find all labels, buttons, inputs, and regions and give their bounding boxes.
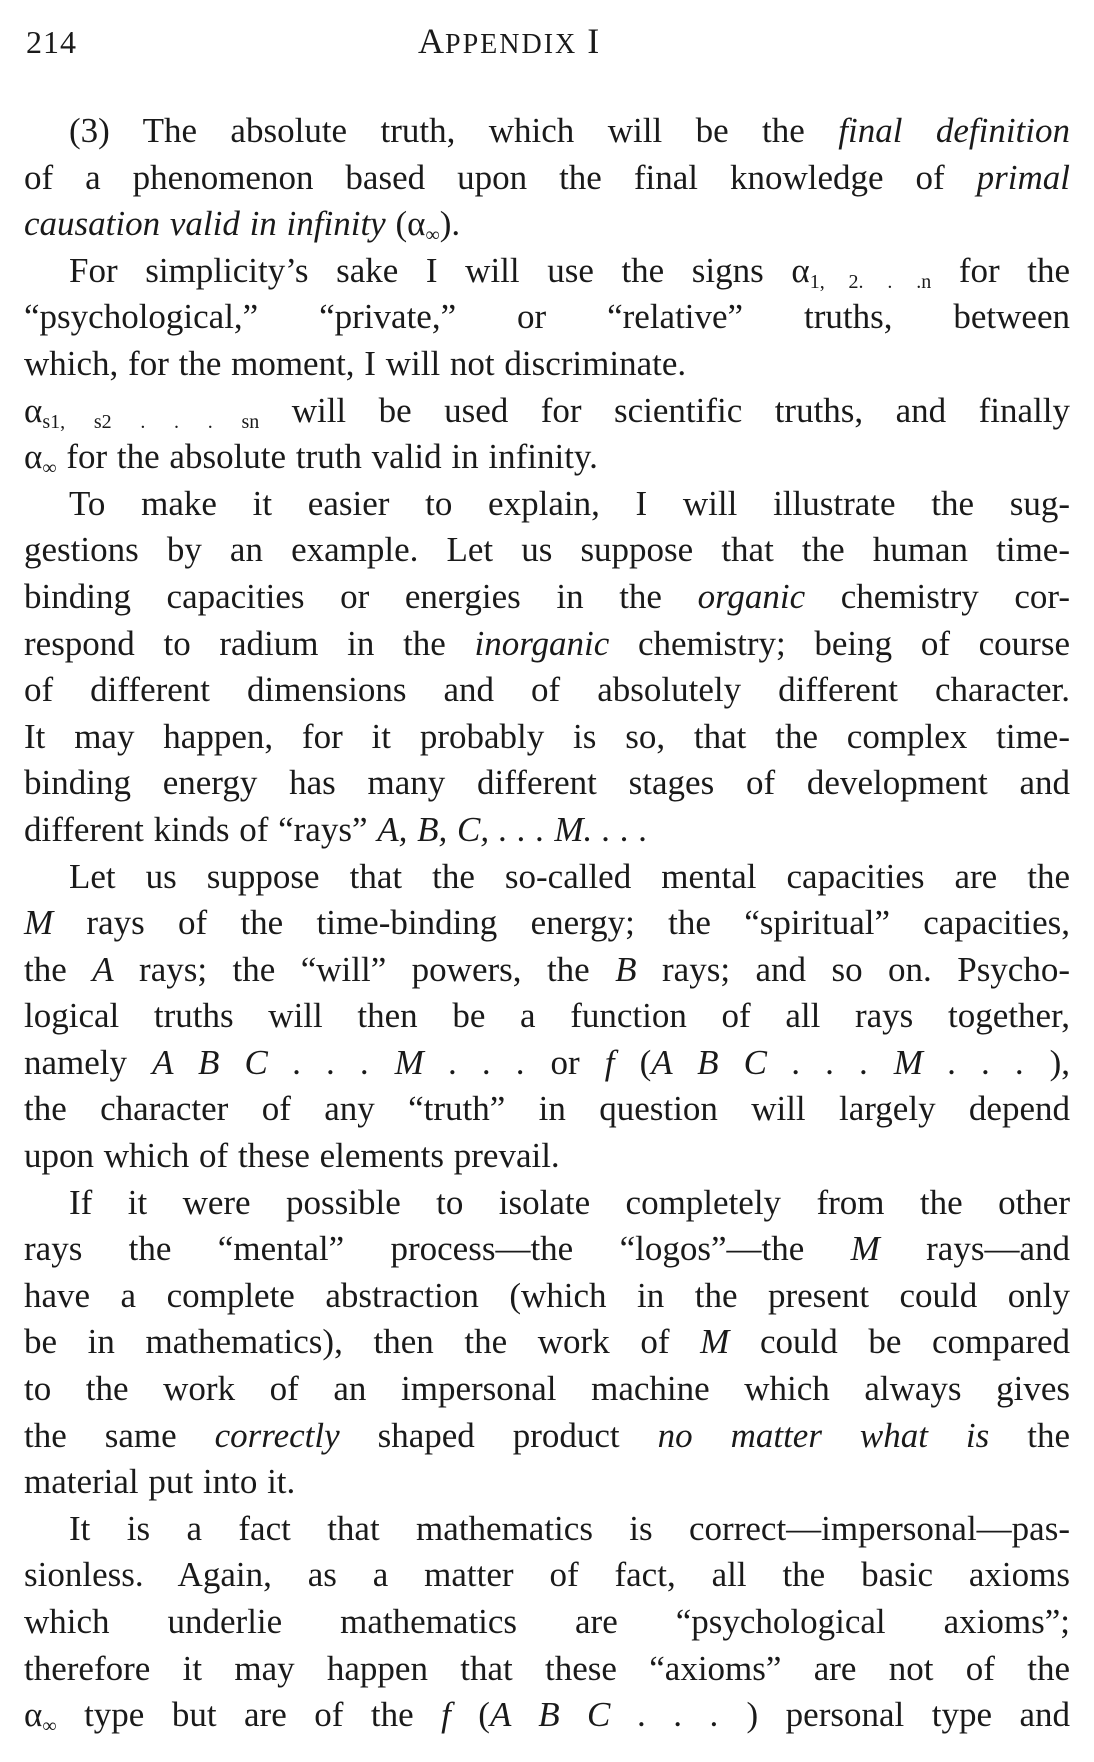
text-line: [24, 1692, 1070, 1739]
text-run: or: [525, 1042, 605, 1082]
text-run: for the absolute truth valid in infinity.: [56, 437, 598, 477]
text-run: the: [24, 949, 93, 989]
text-run: be in mathematics), then the work of: [24, 1322, 701, 1362]
italic-text: B: [615, 949, 637, 989]
text-run: rays; the “will” powers, the: [113, 949, 616, 989]
text-run: sionless. Again, as a matter of fact, all the basic axioms: [24, 1555, 1070, 1595]
italic-text: correctly: [214, 1415, 340, 1455]
text-line: [24, 1040, 1070, 1087]
text-line: [24, 1552, 1070, 1599]
text-line: [24, 574, 1070, 621]
text-run: which underlie mathematics are “psychological axioms”;: [24, 1602, 1070, 1641]
text-line: [24, 388, 1070, 435]
text-run: α: [24, 1695, 43, 1735]
text-line: [24, 201, 1070, 248]
subscript: s1, s2 . . . sn: [42, 410, 260, 433]
text-line: [24, 1413, 1070, 1460]
text-run: rays of the time-binding energy; the “spiritual” capacities,: [53, 903, 1070, 943]
text-run: rays—and: [879, 1229, 1070, 1269]
text-run: If it were possible to isolate completely from the other: [69, 1182, 1070, 1222]
subscript: ∞: [42, 1715, 57, 1738]
text-run: to the work of an impersonal machine which always gives: [24, 1369, 1070, 1409]
text-run: binding energy has many different stages of development and: [24, 763, 1070, 803]
text-run: rays; and so on. Psycho-: [636, 949, 1070, 989]
text-line: [24, 1506, 1070, 1553]
text-line: [24, 1599, 1070, 1646]
italic-text: f: [604, 1042, 615, 1082]
text-run: for the: [931, 250, 1071, 290]
italic-text: organic: [697, 576, 806, 616]
text-line: [24, 248, 1070, 295]
text-line: [24, 434, 1070, 481]
text-run: which, for the moment, I will not discriminate.: [24, 343, 687, 383]
text-line: [24, 1226, 1070, 1273]
text-line: [24, 108, 1070, 155]
page-title: [418, 20, 600, 62]
text-run: It is a fact that mathematics is correct—impersonal—pas-: [69, 1508, 1070, 1548]
text-line: [24, 527, 1070, 574]
text-line: [24, 993, 1070, 1040]
text-line: [24, 621, 1070, 668]
italic-text: M: [850, 1229, 880, 1269]
text-line: [24, 1646, 1070, 1693]
italic-text: primal: [976, 157, 1070, 197]
text-run: gestions by an example. Let us suppose that the human time-: [24, 530, 1070, 570]
page-number: 214: [26, 24, 77, 60]
text-run: binding capacities or energies in the: [24, 576, 698, 616]
title-small-caps: PPENDIX: [445, 29, 578, 60]
italic-text: A B C . . . M . . .: [651, 1042, 1025, 1082]
text-run: will be used for scientific truths, and finally: [259, 390, 1070, 430]
italic-text: A B C . . .: [489, 1695, 720, 1735]
text-run: material put into it.: [24, 1462, 296, 1502]
running-header: [0, 14, 1094, 64]
italic-text: A B C . . . M . . .: [152, 1042, 526, 1082]
text-line: [24, 1086, 1070, 1133]
italic-text: f: [441, 1695, 451, 1735]
text-run: upon which of these elements prevail.: [24, 1136, 560, 1176]
text-run: namely: [24, 1042, 153, 1082]
italic-text: M: [24, 903, 54, 943]
text-run: ).: [439, 204, 461, 244]
text-run: (: [450, 1695, 490, 1735]
text-run: “psychological,” “private,” or “relative” truths, between: [24, 297, 1070, 337]
text-line: [24, 807, 1070, 854]
text-run: of different dimensions and of absolutely different character.: [24, 670, 1070, 710]
text-line: [24, 1133, 1070, 1180]
text-line: [24, 714, 1070, 761]
text-run: (α: [385, 204, 426, 244]
text-run: rays the “mental” process—the “logos”—the: [24, 1229, 851, 1269]
text-run: chemistry; being of course: [609, 623, 1070, 663]
text-run: (3) The absolute truth, which will be the: [69, 111, 839, 150]
text-run: have a complete abstraction (which in the present could only: [24, 1275, 1070, 1315]
text-run: different kinds of “rays”: [24, 809, 378, 849]
text-line: [24, 341, 1070, 388]
title-numeral: I: [587, 21, 601, 61]
text-run: To make it easier to explain, I will illustrate the sug-: [69, 483, 1070, 523]
text-line: [24, 1459, 1070, 1506]
subscript: 1, 2. . .n: [809, 270, 932, 293]
text-line: [24, 1180, 1070, 1227]
subscript: ∞: [425, 224, 440, 247]
text-run: could be compared: [729, 1322, 1070, 1362]
text-line: [24, 947, 1070, 994]
text-run: chemistry cor-: [805, 576, 1070, 616]
italic-text: A, B, C, . . . M. . . .: [377, 809, 648, 849]
text-run: It may happen, for it probably is so, that the complex time-: [24, 716, 1070, 756]
text-run: the same: [24, 1415, 215, 1455]
text-run: (: [614, 1042, 652, 1082]
text-line: [24, 1273, 1070, 1320]
body-text: [24, 108, 1070, 1739]
text-line: [24, 667, 1070, 714]
italic-text: causation valid in infinity: [24, 204, 386, 244]
text-run: shaped product: [339, 1415, 658, 1455]
italic-text: no matter what is: [657, 1415, 990, 1455]
text-line: [24, 854, 1070, 901]
italic-text: inorganic: [474, 623, 610, 663]
text-run: α: [24, 390, 43, 430]
text-line: [24, 1366, 1070, 1413]
italic-text: final definition: [838, 111, 1070, 150]
text-run: the: [989, 1415, 1070, 1455]
text-run: of a phenomenon based upon the final knowledge of: [24, 157, 977, 197]
text-line: [24, 294, 1070, 341]
text-run: respond to radium in the: [24, 623, 475, 663]
text-line: [24, 481, 1070, 528]
text-line: [24, 760, 1070, 807]
text-line: [24, 1319, 1070, 1366]
text-run: α: [24, 437, 43, 477]
text-run: Let us suppose that the so-called mental capacities are the: [69, 856, 1070, 896]
subscript: ∞: [42, 457, 57, 480]
text-line: [24, 155, 1070, 202]
text-run: ) personal type and: [719, 1695, 1070, 1735]
text-run: logical truths will then be a function of all rays together,: [24, 996, 1070, 1036]
text-run: therefore it may happen that these “axioms” are not of the: [24, 1648, 1070, 1688]
text-run: ),: [1024, 1042, 1070, 1082]
italic-text: A: [92, 949, 114, 989]
text-run: type but are of the: [56, 1695, 442, 1735]
title-initial: A: [418, 21, 445, 61]
text-line: [24, 900, 1070, 947]
text-run: the character of any “truth” in question will largely depend: [24, 1089, 1070, 1129]
italic-text: M: [700, 1322, 730, 1362]
text-run: For simplicity’s sake I will use the signs α: [69, 250, 810, 290]
